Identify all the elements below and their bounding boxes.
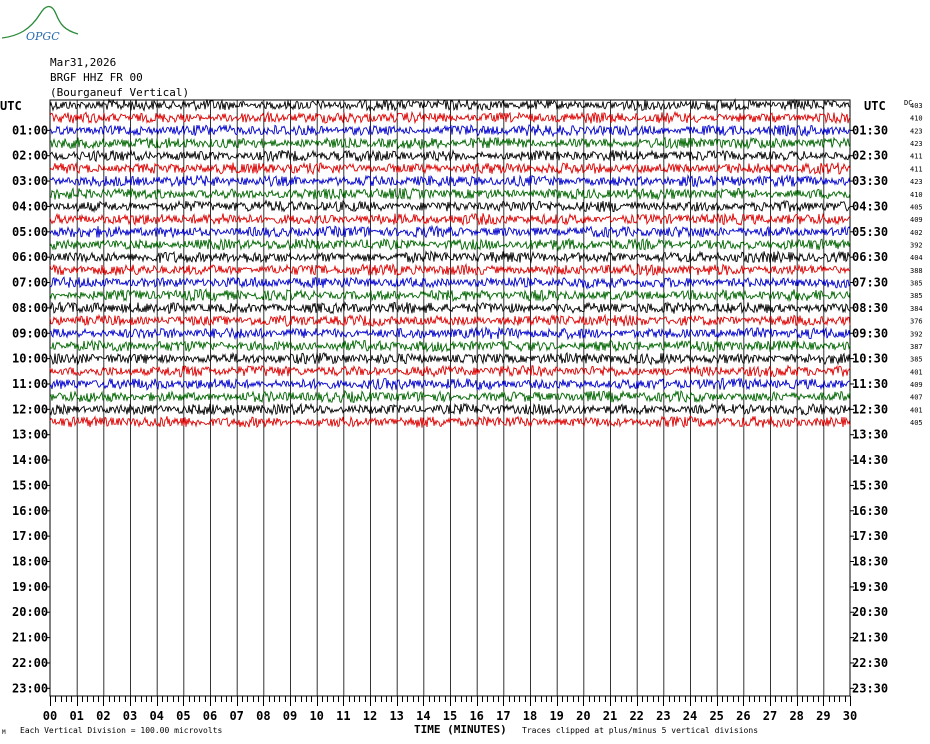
- x-tick-label: 00: [42, 709, 58, 723]
- x-tick-label: 15: [442, 709, 458, 723]
- right-hour-label: 04:30: [852, 199, 889, 214]
- seismic-trace: [50, 264, 850, 275]
- x-tick-label: 06: [202, 709, 218, 723]
- right-hour-label: 08:30: [852, 300, 889, 315]
- left-hour-label: 11:00: [12, 376, 49, 391]
- seismic-trace: [50, 213, 850, 225]
- left-hour-label: 04:00: [12, 199, 49, 214]
- left-hour-label: 23:00: [12, 681, 49, 696]
- clip-note: Traces clipped at plus/minus 5 vertical divisions: [522, 726, 759, 735]
- seismic-trace: [50, 366, 850, 377]
- dc-offset-label: 385: [910, 292, 923, 301]
- station-code: BRGF HHZ FR 00: [50, 71, 143, 84]
- x-tick-label: 05: [176, 709, 191, 723]
- seismic-trace: [50, 302, 850, 313]
- left-hour-label: 09:00: [12, 326, 49, 341]
- left-hour-label: 18:00: [12, 554, 49, 569]
- x-tick-label: 03: [122, 709, 138, 723]
- dc-offset-label: 402: [910, 228, 923, 237]
- x-tick-label: 11: [336, 709, 351, 723]
- right-hour-label: 13:30: [852, 427, 889, 442]
- x-tick-label: 21: [602, 709, 618, 723]
- x-tick-label: 12: [362, 709, 378, 723]
- x-axis-title: TIME (MINUTES): [414, 723, 507, 736]
- seismic-trace: [50, 201, 850, 212]
- x-tick-label: 16: [469, 709, 484, 723]
- right-hour-label: 18:30: [852, 554, 889, 569]
- x-tick-label: 07: [229, 709, 244, 723]
- right-hour-label: 11:30: [852, 376, 889, 391]
- right-hour-label: 17:30: [852, 529, 889, 544]
- dc-offset-label: 388: [910, 266, 923, 275]
- left-hour-label: 16:00: [12, 503, 49, 518]
- left-hour-label: 17:00: [12, 529, 49, 544]
- left-hour-label: 19:00: [12, 579, 49, 594]
- seismic-trace: [50, 315, 850, 326]
- right-hour-label: 10:30: [852, 351, 889, 366]
- right-hour-label: 05:30: [852, 224, 889, 239]
- seismic-trace: [50, 150, 850, 161]
- right-hour-label: 12:30: [852, 402, 889, 417]
- left-hour-label: 08:00: [12, 300, 49, 315]
- left-hour-label: 13:00: [12, 427, 49, 442]
- x-tick-label: 20: [576, 709, 591, 723]
- footer-left-mark: M: [2, 729, 6, 736]
- dc-offset-label: 410: [910, 190, 923, 199]
- x-tick-label: 29: [816, 709, 831, 723]
- left-hour-label: 20:00: [12, 605, 49, 620]
- x-tick-label: 25: [709, 709, 724, 723]
- x-tick-label: 28: [789, 709, 804, 723]
- dc-label: DC: [904, 99, 913, 107]
- x-tick-label: 19: [549, 709, 564, 723]
- x-tick-label: 27: [762, 709, 778, 723]
- left-hour-label: 06:00: [12, 250, 49, 265]
- x-tick-label: 09: [282, 709, 298, 723]
- right-utc-label: UTC: [864, 99, 886, 113]
- seismic-trace: [50, 277, 850, 288]
- x-tick-label: 23: [656, 709, 671, 723]
- x-tick-label: 14: [416, 709, 431, 723]
- dc-offset-label: 423: [910, 178, 923, 187]
- dc-offset-label: 392: [910, 241, 923, 250]
- dc-offset-label: 411: [910, 152, 923, 161]
- right-hour-label: 09:30: [852, 326, 889, 341]
- seismic-trace: [50, 188, 850, 199]
- dc-offset-label: 385: [910, 279, 923, 288]
- seismic-trace: [50, 251, 850, 262]
- dc-offset-label: 392: [910, 330, 923, 339]
- seismic-trace: [50, 353, 850, 364]
- left-hour-label: 03:00: [12, 174, 49, 189]
- left-hour-label: 07:00: [12, 275, 49, 290]
- dc-offset-label: 385: [910, 355, 923, 364]
- x-tick-label: 08: [256, 709, 271, 723]
- x-tick-label: 17: [496, 709, 511, 723]
- seismic-trace: [50, 341, 850, 352]
- right-hour-label: 16:30: [852, 503, 889, 518]
- dc-offset-label: 407: [910, 393, 923, 402]
- seismic-trace: [50, 416, 850, 428]
- logo-text: OPGC: [26, 30, 60, 43]
- right-hour-label: 07:30: [852, 275, 889, 290]
- x-tick-label: 04: [149, 709, 164, 723]
- x-tick-label: 10: [309, 709, 324, 723]
- seismic-trace: [50, 289, 850, 300]
- dc-offset-label: 403: [910, 102, 923, 110]
- left-hour-label: 21:00: [12, 630, 49, 645]
- left-hour-label: 14:00: [12, 453, 49, 468]
- seismic-trace: [50, 226, 850, 237]
- right-hour-label: 14:30: [852, 453, 889, 468]
- left-hour-label: 10:00: [12, 351, 49, 366]
- right-hour-label: 15:30: [852, 478, 889, 493]
- right-hour-label: 03:30: [852, 174, 889, 189]
- plot-date: Mar31,2026: [50, 56, 117, 69]
- dc-offset-label: 401: [910, 368, 923, 377]
- dc-offset-label: 405: [910, 203, 923, 212]
- dc-offset-label: 423: [910, 127, 923, 136]
- seismic-trace: [50, 175, 850, 186]
- left-hour-label: 22:00: [12, 655, 49, 670]
- right-hour-label: 01:30: [852, 123, 889, 138]
- seismic-trace: [50, 378, 850, 389]
- right-hour-label: 19:30: [852, 579, 889, 594]
- dc-offset-label: 387: [910, 342, 923, 351]
- dc-offset-label: 404: [910, 254, 923, 263]
- scale-note: Each Vertical Division = 100.00 microvolts: [20, 726, 223, 735]
- dc-offset-label: 410: [910, 114, 923, 123]
- right-hour-label: 06:30: [852, 250, 889, 265]
- left-utc-label: UTC: [0, 99, 22, 113]
- right-hour-label: 20:30: [852, 605, 889, 620]
- seismic-trace: [50, 163, 850, 174]
- seismic-trace: [50, 391, 850, 403]
- station-name: (Bourganeuf Vertical): [50, 86, 190, 99]
- x-tick-label: 18: [522, 709, 538, 723]
- left-hour-label: 15:00: [12, 478, 49, 493]
- dc-offset-label: 384: [910, 304, 923, 313]
- right-hour-label: 21:30: [852, 630, 889, 645]
- x-tick-label: 24: [682, 709, 698, 723]
- left-hour-label: 05:00: [12, 224, 49, 239]
- dc-offset-label: 409: [910, 216, 923, 225]
- x-tick-label: 26: [736, 709, 751, 723]
- seismic-trace: [50, 239, 850, 250]
- seismic-trace: [50, 404, 850, 415]
- x-tick-label: 01: [69, 709, 84, 723]
- left-hour-label: 02:00: [12, 148, 49, 163]
- seismic-trace: [50, 125, 850, 137]
- seismic-trace: [50, 112, 850, 123]
- left-hour-label: 12:00: [12, 402, 49, 417]
- x-tick-label: 22: [629, 709, 644, 723]
- x-tick-label: 02: [96, 709, 111, 723]
- dc-offset-label: 423: [910, 140, 923, 149]
- dc-offset-label: 411: [910, 165, 923, 174]
- x-tick-label: 13: [389, 709, 404, 723]
- seismic-trace: [50, 137, 850, 148]
- dc-offset-label: 405: [910, 419, 923, 428]
- dc-offset-label: 409: [910, 380, 923, 389]
- dc-offset-label: 401: [910, 406, 923, 415]
- dc-offset-label: 376: [910, 317, 923, 326]
- right-hour-label: 22:30: [852, 655, 889, 670]
- x-tick-label: 30: [842, 709, 858, 723]
- seismic-trace: [50, 328, 850, 340]
- right-hour-label: 02:30: [852, 148, 889, 163]
- seismic-trace: [50, 99, 850, 110]
- right-hour-label: 23:30: [852, 681, 889, 696]
- left-hour-label: 01:00: [12, 123, 49, 138]
